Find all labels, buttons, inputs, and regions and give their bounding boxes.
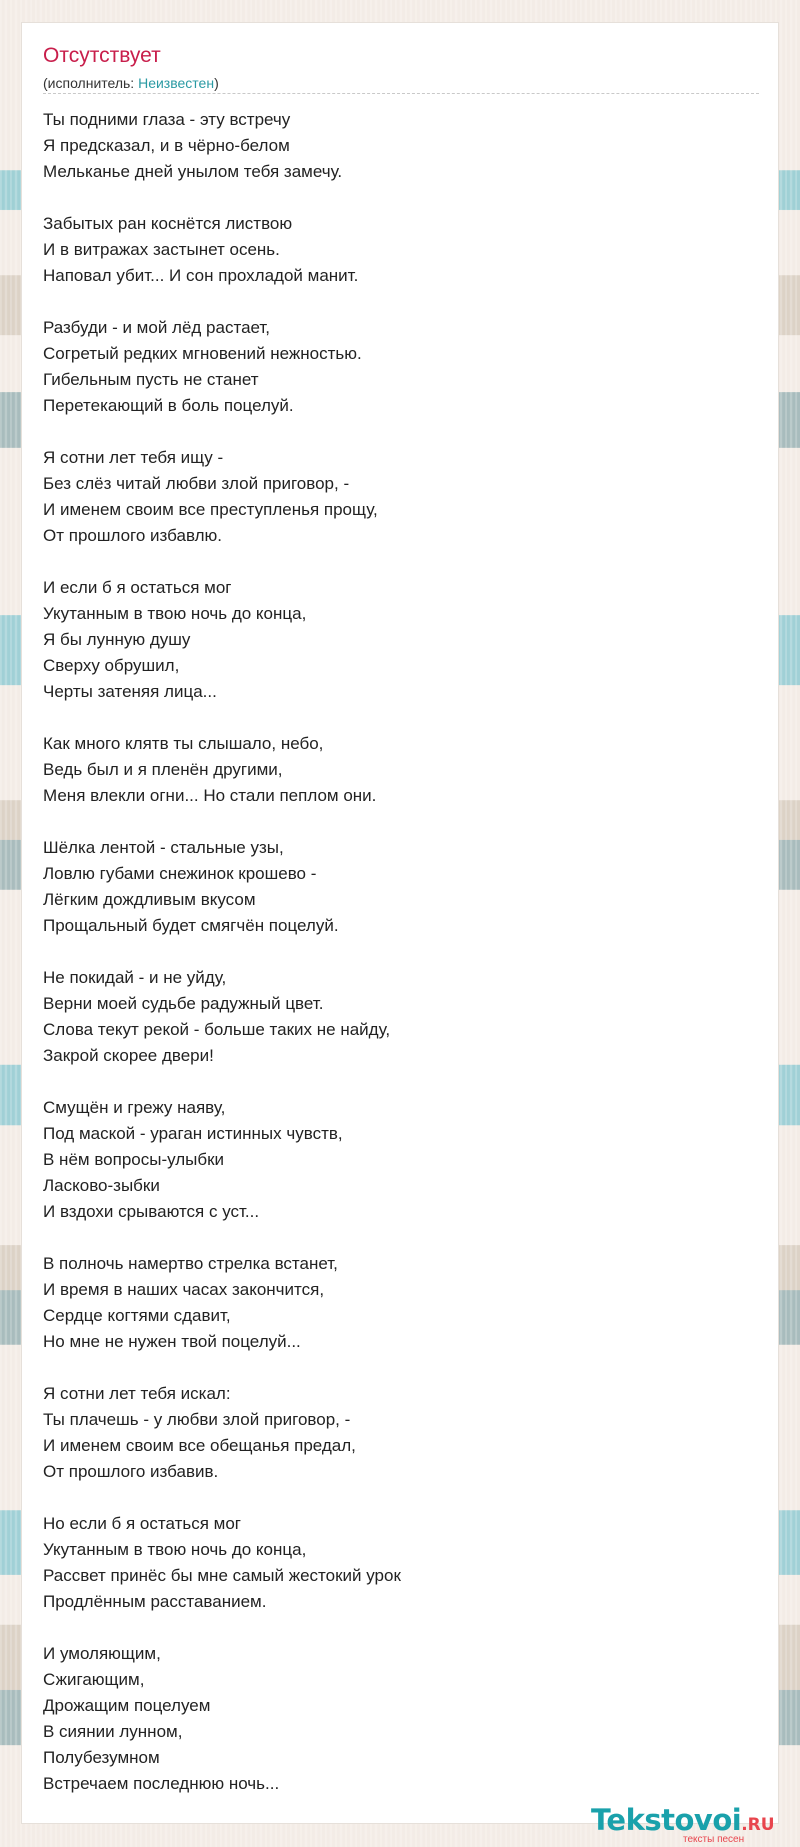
lyric-line: Но если б я остаться мог <box>43 1514 241 1533</box>
header-divider <box>43 93 759 94</box>
lyric-line: В полночь намертво стрелка встанет, <box>43 1254 338 1273</box>
stanza <box>43 1511 743 1615</box>
song-title: Отсутствует <box>43 44 161 67</box>
lyric-line: Ты плачешь - у любви злой приговор, - <box>43 1410 351 1429</box>
stanza <box>43 1381 743 1485</box>
lyric-line: В нём вопросы-улыбки <box>43 1150 225 1169</box>
lyric-line: Ты подними глаза - эту встречу <box>43 110 291 129</box>
lyric-line: Гибельным пусть не станет <box>43 370 259 389</box>
lyrics-text <box>43 107 743 1823</box>
lyric-line: Встречаем последнюю ночь... <box>43 1774 280 1793</box>
logo-tagline: тексты песен <box>683 1834 745 1845</box>
lyric-line: И вздохи срываются с уст... <box>43 1202 260 1221</box>
lyric-line: Под маской - ураган истинных чувств, <box>43 1124 343 1143</box>
artist-prefix: (исполнитель: <box>43 75 139 91</box>
lyric-line: Ловлю губами снежинок крошево - <box>43 864 317 883</box>
lyric-line: Без слёз читай любви злой приговор, - <box>43 474 350 493</box>
lyric-line: Черты затеняя лица... <box>43 682 217 701</box>
lyric-line: Лёгким дождливым вкусом <box>43 890 256 909</box>
stanza <box>43 575 743 705</box>
stanza <box>43 1251 743 1355</box>
lyric-line: Прощальный будет смягчён поцелуй. <box>43 916 339 935</box>
lyric-line: Я предсказал, и в чёрно-белом <box>43 136 290 155</box>
lyric-line: Ласково-зыбки <box>43 1176 160 1195</box>
lyric-line: Перетекающий в боль поцелуй. <box>43 396 294 415</box>
lyric-line: Забытых ран коснётся листвою <box>43 214 293 233</box>
lyric-line: И в витражах застынет осень. <box>43 240 280 259</box>
lyric-line: Мельканье дней унылом тебя замечу. <box>43 162 343 181</box>
lyric-line: Укутанным в твою ночь до конца, <box>43 1540 307 1559</box>
lyric-line: Рассвет принёс бы мне самый жестокий урок <box>43 1566 401 1585</box>
lyric-line: Разбуди - и мой лёд растает, <box>43 318 271 337</box>
lyric-line: Слова текут рекой - больше таких не найду, <box>43 1020 391 1039</box>
lyric-line: Смущён и грежу наяву, <box>43 1098 226 1117</box>
site-logo[interactable] <box>591 1803 795 1847</box>
lyric-line: Закрой скорее двери! <box>43 1046 214 1065</box>
lyric-line: Полубезумном <box>43 1748 160 1767</box>
lyric-line: И время в наших часах закончится, <box>43 1280 325 1299</box>
lyric-line: И именем своим все обещанья предал, <box>43 1436 356 1455</box>
logo-domain: .RU <box>741 1815 775 1835</box>
lyric-line: И именем своим все преступленья прощу, <box>43 500 378 519</box>
stanza <box>43 107 743 185</box>
lyric-line: Я бы лунную душу <box>43 630 191 649</box>
lyric-line: От прошлого избавив. <box>43 1462 219 1481</box>
lyric-line: Но мне не нужен твой поцелуй... <box>43 1332 301 1351</box>
lyric-line: Шёлка лентой - стальные узы, <box>43 838 284 857</box>
logo-name: Tekstovoi <box>591 1803 742 1837</box>
stanza <box>43 965 743 1069</box>
stanza <box>43 835 743 939</box>
lyric-line: Согретый редких мгновений нежностью. <box>43 344 362 363</box>
stanza <box>43 731 743 809</box>
lyric-line: Дрожащим поцелуем <box>43 1696 211 1715</box>
lyric-line: Меня влекли огни... Но стали пеплом они. <box>43 786 377 805</box>
stanza <box>43 1095 743 1225</box>
artist-line <box>43 74 219 92</box>
stanza <box>43 1641 743 1797</box>
lyric-line: Не покидай - и не уйду, <box>43 968 227 987</box>
lyric-line: И умоляющим, <box>43 1644 161 1663</box>
lyric-line: Я сотни лет тебя искал: <box>43 1384 231 1403</box>
lyric-line: Как много клятв ты слышало, небо, <box>43 734 324 753</box>
lyric-line: Ведь был и я пленён другими, <box>43 760 283 779</box>
stanza <box>43 211 743 289</box>
artist-suffix: ) <box>214 75 219 91</box>
lyric-line: Сжигающим, <box>43 1670 145 1689</box>
lyric-line: В сиянии лунном, <box>43 1722 183 1741</box>
stanza <box>43 315 743 419</box>
lyric-line: Продлённым расставанием. <box>43 1592 267 1611</box>
lyric-line: Сердце когтями сдавит, <box>43 1306 231 1325</box>
lyric-line: Наповал убит... И сон прохладой манит. <box>43 266 359 285</box>
lyric-line: И если б я остаться мог <box>43 578 232 597</box>
artist-link[interactable]: Неизвестен <box>138 75 215 91</box>
lyric-line: Я сотни лет тебя ищу - <box>43 448 224 467</box>
lyrics-card <box>21 22 779 1845</box>
lyric-line: От прошлого избавлю. <box>43 526 222 545</box>
lyric-line: Укутанным в твою ночь до конца, <box>43 604 307 623</box>
lyric-line: Сверху обрушил, <box>43 656 180 675</box>
stanza <box>43 445 743 549</box>
lyric-line: Верни моей судьбе радужный цвет. <box>43 994 324 1013</box>
